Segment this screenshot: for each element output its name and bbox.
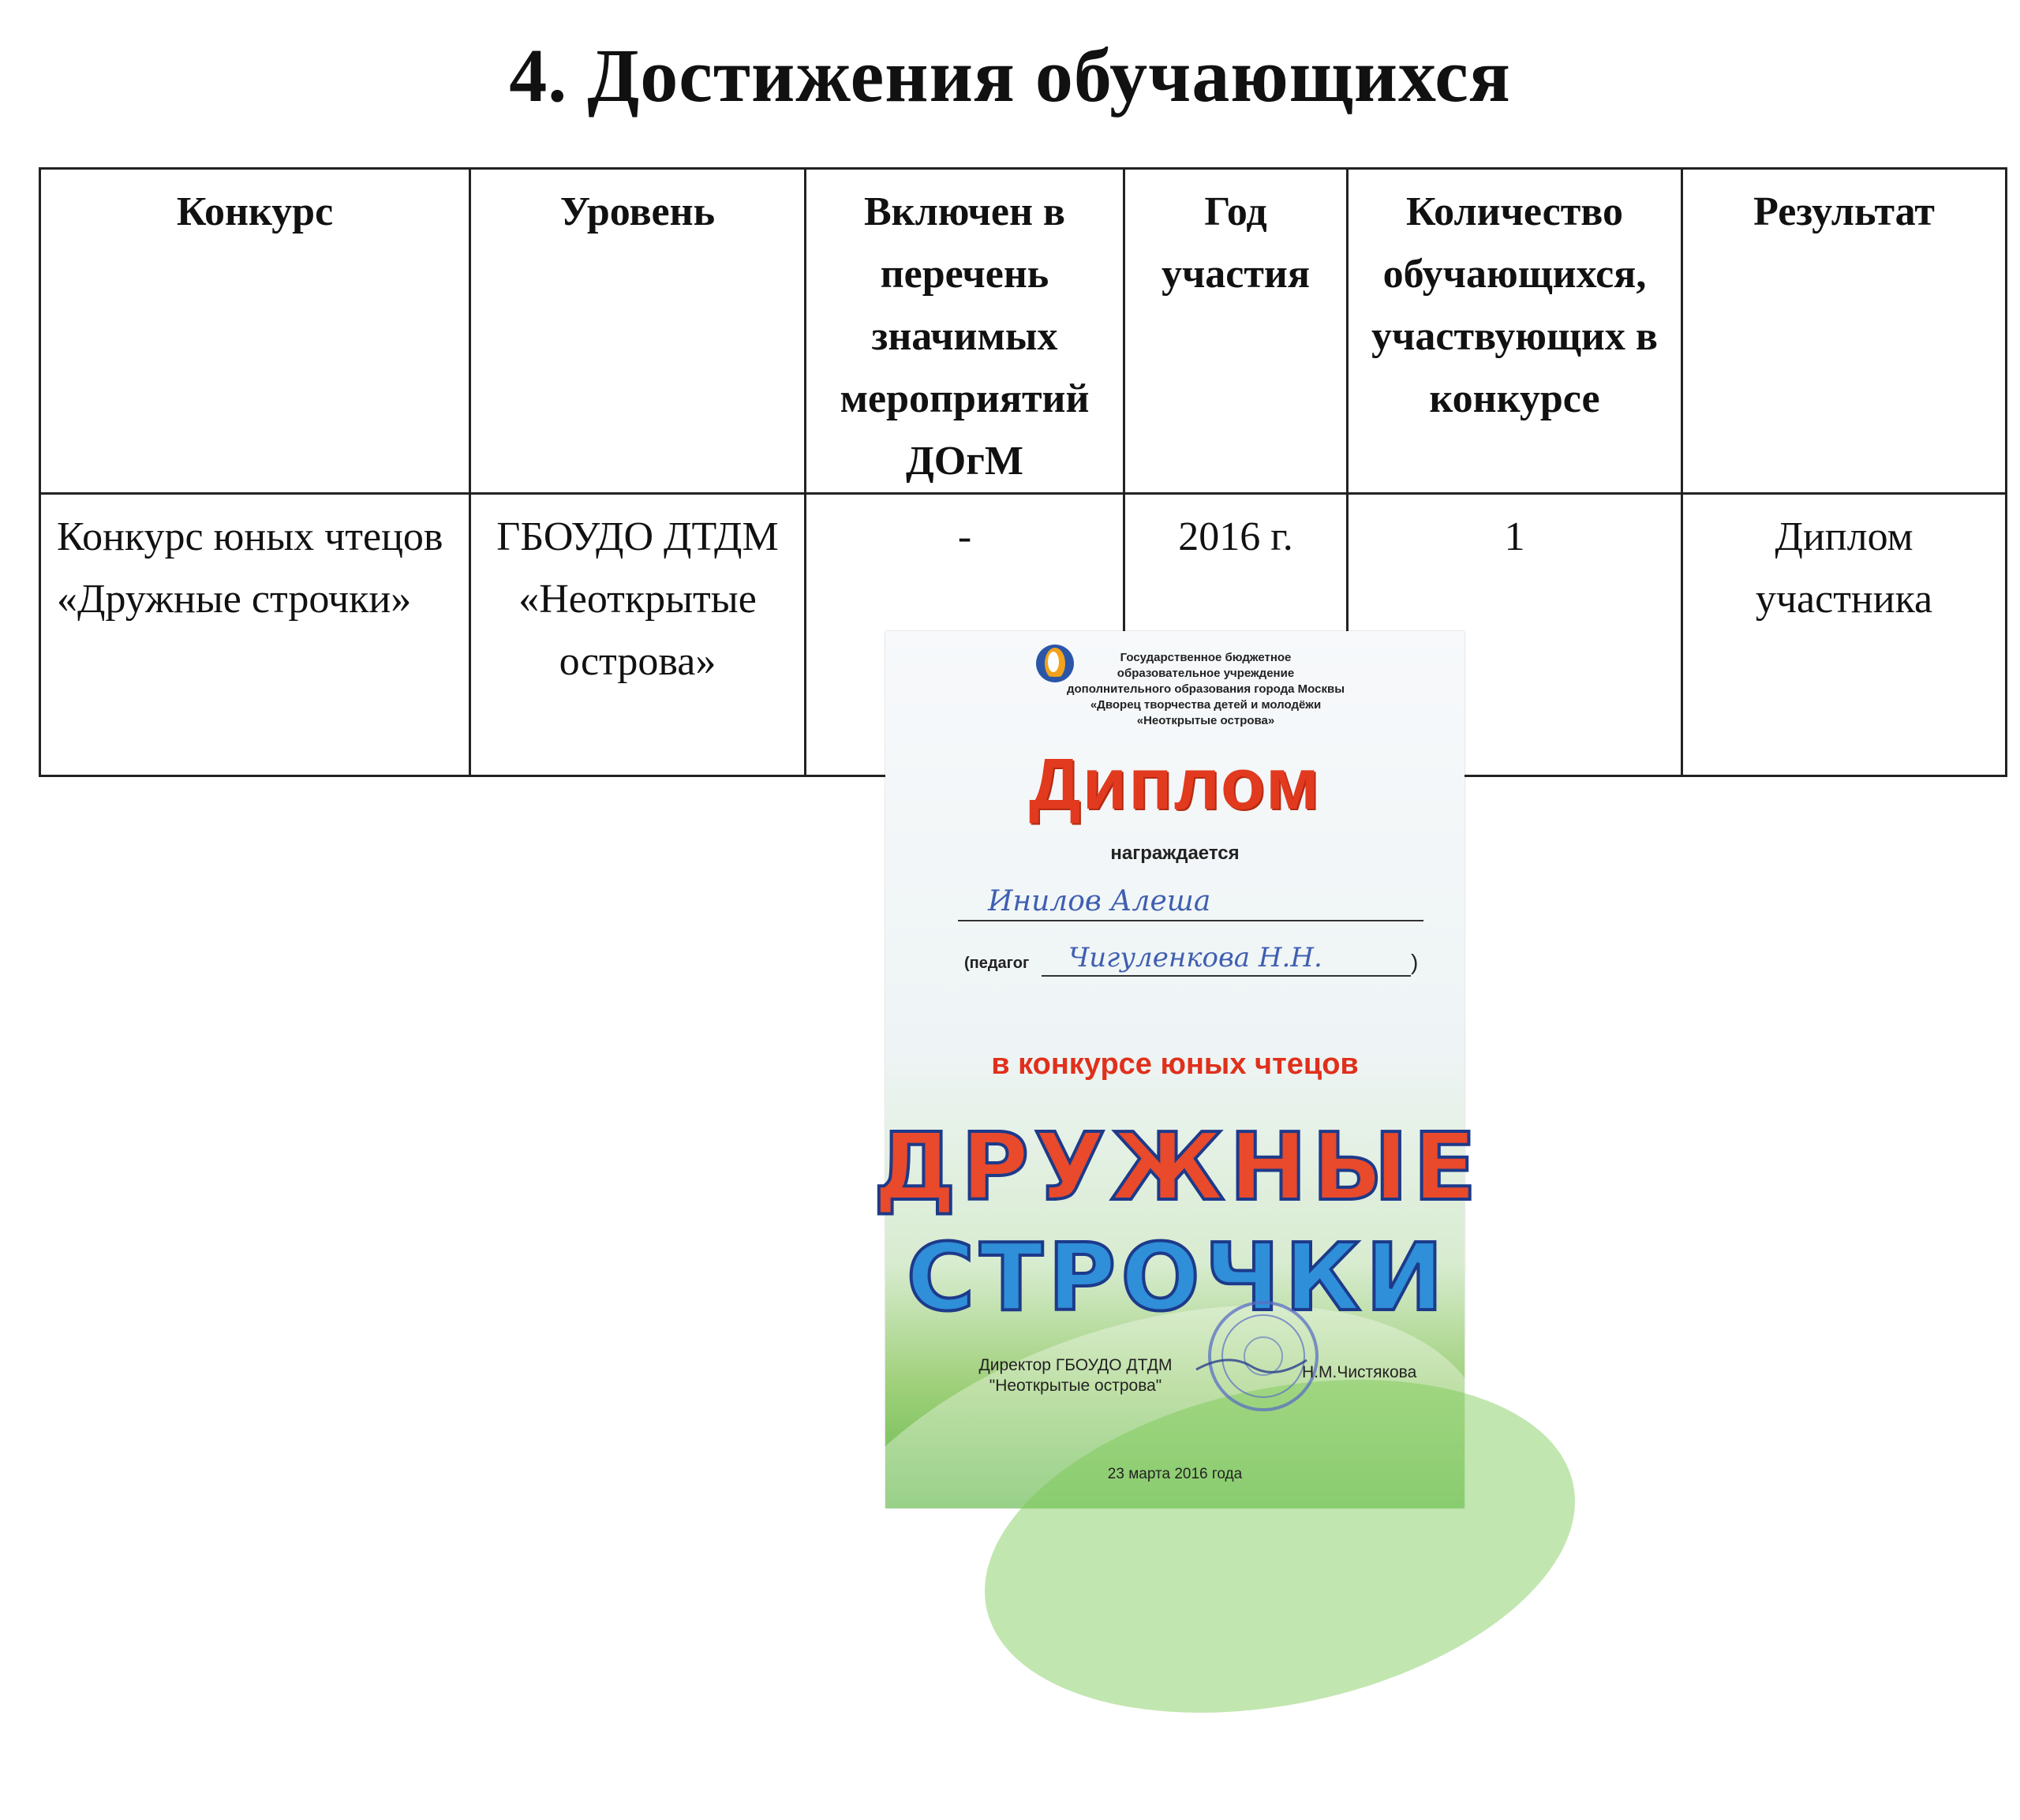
org-line: «Неоткрытые острова» — [1136, 714, 1275, 727]
director-line: "Неоткрытые острова" — [989, 1377, 1162, 1395]
org-line: дополнительного образования города Москвы — [1066, 682, 1345, 696]
recipient-line — [958, 920, 1423, 921]
diploma-image — [873, 631, 1482, 1508]
page-title: 4. Достижения обучающихся — [509, 33, 1511, 118]
cell-included-in-list: - — [806, 494, 1124, 776]
cell-contest: Конкурс юных чтецов «Дружные строчки» — [40, 494, 470, 776]
contest-label: в конкурсе юных чтецов — [991, 1048, 1359, 1081]
header-result: Результат — [1682, 169, 2007, 494]
contest-name-line1: ДРУЖНЫЕ — [873, 1112, 1482, 1221]
contest-name-artwork — [873, 1097, 1482, 1357]
awarded-label: награждается — [1110, 843, 1240, 864]
teacher-close-paren: ) — [1411, 950, 1419, 974]
diploma-date: 23 марта 2016 года — [1107, 1466, 1243, 1482]
org-line: Государственное бюджетное — [1120, 651, 1292, 664]
org-line: образовательное учреждение — [1117, 667, 1295, 680]
header-student-count: Количество обучающихся, участвующих в конкурсе — [1348, 169, 1682, 494]
cell-year: 2016 г. — [1124, 494, 1348, 776]
signer-name: Н.М.Чистякова — [1302, 1363, 1417, 1381]
org-line: «Дворец творчества детей и молодёжи — [1090, 698, 1322, 712]
header-level: Уровень — [470, 169, 806, 494]
cell-level: ГБОУДО ДТДМ «Неоткрытые острова» — [470, 494, 806, 776]
teacher-label: (педагог — [964, 955, 1030, 972]
table-header-row — [40, 169, 2007, 494]
teacher-handwritten: Чигуленкова Н.Н. — [1068, 942, 1322, 974]
diploma-heading: Диплом — [1029, 744, 1321, 824]
stamp-icon — [1204, 1297, 1322, 1415]
header-included-in-list: Включен в перечень значимых мероприятий ДОгМ — [806, 169, 1124, 494]
cell-student-count: 1 — [1348, 494, 1682, 776]
recipient-handwritten: Инилов Алеша — [988, 885, 1211, 917]
teacher-line — [1042, 975, 1411, 977]
director-title — [945, 1355, 1206, 1396]
contest-name-line2: СТРОЧКИ — [906, 1223, 1449, 1332]
organization-name — [1040, 650, 1371, 729]
cell-result: Диплом участника — [1682, 494, 2007, 776]
header-contest: Конкурс — [40, 169, 470, 494]
director-line: Директор ГБОУДО ДТДМ — [978, 1356, 1173, 1374]
header-year: Год участия — [1124, 169, 1348, 494]
